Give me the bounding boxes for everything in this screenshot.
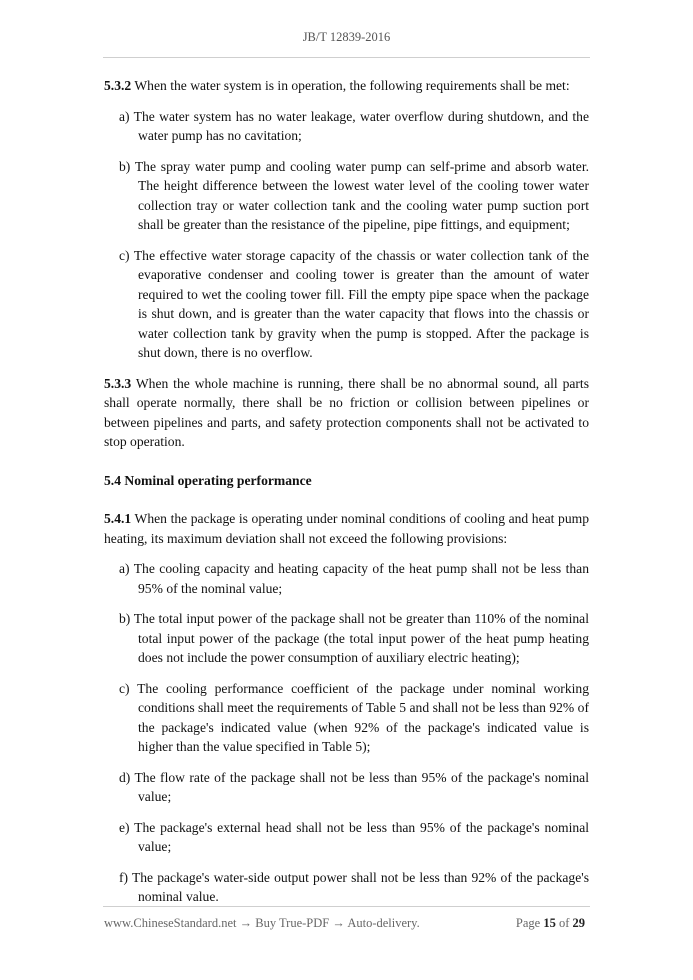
list-item: c) The cooling performance coefficient of the package under nominal working conditions shall meet the requirements of Table 5 and shall not be less than 92% of the package's indicated value (when 92% of the package's indicated value is higher than the value specified in Table 5); bbox=[119, 680, 589, 754]
clause-5-4-1-intro bbox=[104, 509, 589, 548]
clause-number: 5.4.1 bbox=[104, 511, 132, 526]
clause-text: When the package is operating under nominal conditions of cooling and heat pump heating, its maximum deviation shall not exceed the following provisions: bbox=[104, 511, 589, 546]
source-link[interactable]: www.ChineseStandard.net bbox=[104, 916, 237, 930]
section-heading-text: 5.4 Nominal operating performance bbox=[104, 472, 312, 488]
section-heading bbox=[104, 471, 589, 491]
arrow-icon: → bbox=[329, 916, 348, 930]
list-item: a) The water system has no water leakage, water overflow during shutdown, and the water pump has no cavitation; bbox=[119, 108, 589, 143]
list-item: e) The package's external head shall not be less than 95% of the package's nominal value; bbox=[119, 819, 589, 854]
list-item: f) The package's water-side output power shall not be less than 92% of the package's nominal value. bbox=[119, 869, 589, 904]
clause-text: When the water system is in operation, the following requirements shall be met: bbox=[131, 78, 570, 93]
document-header bbox=[0, 30, 693, 45]
clause-5-3-3 bbox=[104, 374, 589, 452]
clause-text: When the whole machine is running, there shall be no abnormal sound, all parts shall operate normally, there shall be no friction or collision between pipelines or between pipelines and parts, and safety protection components shall not be activated to stop operation. bbox=[104, 375, 589, 449]
buy-link[interactable]: Buy True-PDF bbox=[255, 916, 330, 930]
page-indicator bbox=[516, 916, 585, 931]
document-id: JB/T 12839-2016 bbox=[302, 30, 391, 44]
page-body bbox=[104, 76, 589, 907]
list-item: c) The effective water storage capacity of the chassis or water collection tank of the evaporative condenser and cooling tower is greater than the amount of water required to wet the cooling tower fill. Fill the empty pipe space when the package is shut down, and is greater than the water capacity that flows into the chassis or water collection tank by gravity when the pump is stopped. After the package is shut down, there is no overflow. bbox=[119, 247, 589, 360]
page-number: 15 bbox=[543, 916, 556, 930]
clause-number: 5.3.3 bbox=[104, 375, 132, 391]
clause-5-3-2-intro bbox=[104, 76, 589, 96]
page-total: 29 bbox=[572, 916, 585, 930]
list-item: b) The spray water pump and cooling water pump can self-prime and absorb water. The height difference between the lowest water level of the cooling tower water collection tray or water collection tank and the cooling water pump suction port shall be greater than the resistance of the pipeline, pipe fittings, and equipment; bbox=[119, 158, 589, 232]
list-item: d) The flow rate of the package shall not be less than 95% of the package's nominal value; bbox=[119, 769, 589, 804]
of-label: of bbox=[558, 916, 570, 930]
clause-number: 5.3.2 bbox=[104, 78, 132, 93]
delivery-text: Auto-delivery. bbox=[347, 916, 420, 930]
footer-divider bbox=[103, 906, 590, 907]
arrow-icon: → bbox=[236, 916, 256, 930]
list-item: a) The cooling capacity and heating capacity of the heat pump shall not be less than 95% of the nominal value; bbox=[119, 561, 589, 596]
footer-source bbox=[104, 916, 420, 931]
list-item: b) The total input power of the package shall not be greater than 110% of the nominal total input power of the package (the total input power of the heat pump heating does not include the power consumption of auxiliary electric heating); bbox=[119, 611, 589, 665]
header-divider bbox=[103, 57, 590, 58]
page-label: Page bbox=[515, 916, 541, 930]
